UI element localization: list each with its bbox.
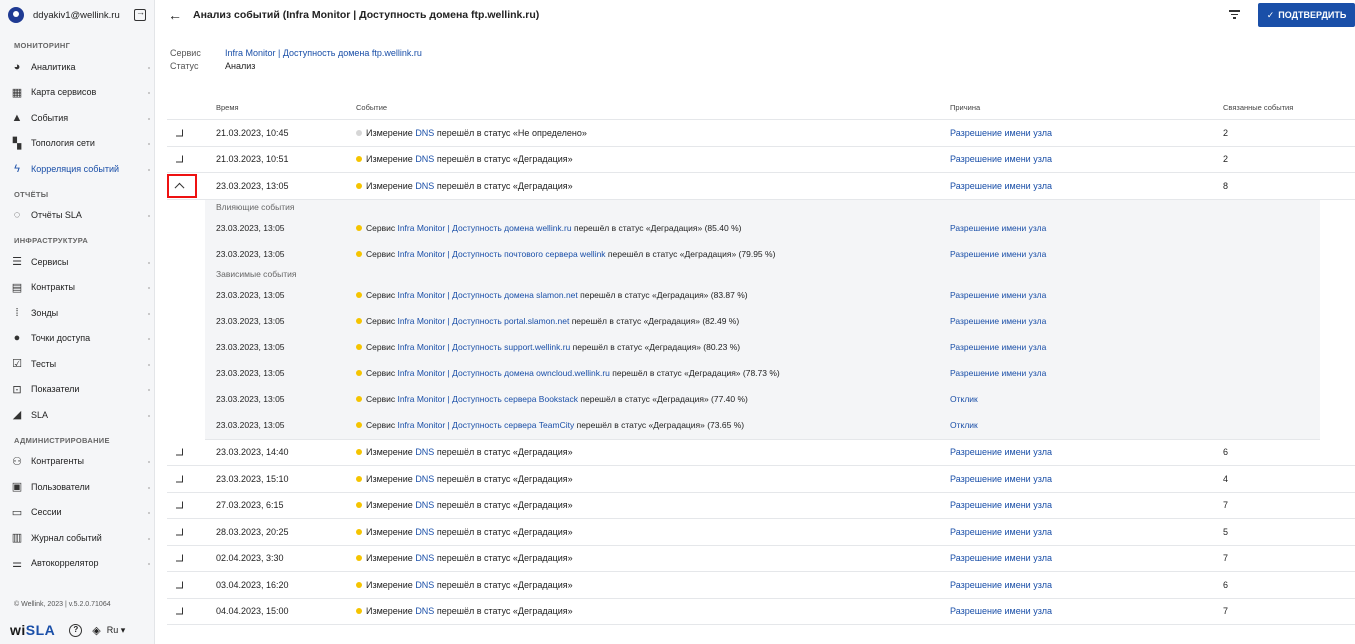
event-description <box>356 553 573 563</box>
sub-event-description <box>356 368 780 378</box>
service-link[interactable]: Infra Monitor | Доступность почтового сервера wellink <box>397 248 606 259</box>
sidebar-item-label: Журнал событий <box>31 532 102 543</box>
sidebar-item-label: Топология сети <box>31 138 95 149</box>
event-suffix: перешёл в статус «Деградация» <box>434 500 573 511</box>
probe-icon: ⁞ <box>15 306 19 319</box>
lightning-icon: ϟ <box>14 162 20 175</box>
table-row[interactable] <box>167 572 1355 599</box>
topology-icon: ▚ <box>12 137 22 150</box>
service-link[interactable]: Infra Monitor | Доступность домена slamon.net <box>397 289 578 300</box>
sub-event-time: 23.03.2023, 13:05 <box>216 341 285 352</box>
document-icon: ▤ <box>11 281 23 294</box>
event-description <box>356 447 573 457</box>
service-link[interactable]: Infra Monitor | Доступность portal.slamon.net <box>397 315 570 326</box>
filter-icon[interactable] <box>1229 10 1240 19</box>
event-suffix: перешёл в статус «Деградация» <box>434 553 573 564</box>
event-link[interactable]: DNS <box>415 553 435 564</box>
sub-event-prefix: Сервис <box>366 222 398 233</box>
header-time: Время <box>216 103 239 112</box>
table-row[interactable] <box>167 546 1355 573</box>
reason-link[interactable]: Разрешение имени узла <box>950 127 1052 138</box>
reason-link[interactable]: Разрешение имени узла <box>950 526 1052 537</box>
event-suffix: перешёл в статус «Деградация» <box>434 526 573 537</box>
metrics-icon: ⊡ <box>12 383 22 396</box>
event-description <box>356 181 573 191</box>
status-dot-icon <box>356 344 362 350</box>
sidebar-item[interactable] <box>0 54 154 80</box>
sidebar-item-label: SLA <box>31 409 49 420</box>
sidebar-item-label: Пользователи <box>31 481 90 492</box>
sub-event-prefix: Сервис <box>366 341 398 352</box>
event-link[interactable]: DNS <box>415 127 435 138</box>
status-dot-icon <box>356 292 362 298</box>
event-suffix: перешёл в статус «Деградация» <box>434 154 573 165</box>
logout-icon[interactable] <box>134 9 146 21</box>
main-area <box>156 0 1355 644</box>
sub-event-description <box>356 420 744 430</box>
status-dot-icon <box>356 251 362 257</box>
sub-event-time: 23.03.2023, 13:05 <box>216 248 285 259</box>
status-dot-icon <box>356 608 362 614</box>
logo <box>10 622 55 638</box>
access-point-icon: ● <box>13 332 21 345</box>
related-count: 2 <box>1223 154 1229 165</box>
event-description <box>356 580 573 590</box>
sub-event-suffix: перешёл в статус «Деградация» (82.49 %) <box>569 315 740 326</box>
related-count: 7 <box>1223 553 1229 564</box>
highlight-box <box>167 174 197 198</box>
sub-event-row <box>205 334 1320 360</box>
sub-event-time: 23.03.2023, 13:05 <box>216 222 285 233</box>
sidebar-item-label: Сервисы <box>31 256 69 267</box>
sidebar-item-label: Автокоррелятор <box>31 558 99 569</box>
event-description <box>356 527 573 537</box>
section-title: АДМИНИСТРИРОВАНИЕ <box>14 435 110 445</box>
event-link[interactable]: DNS <box>415 579 435 590</box>
sidebar-item[interactable] <box>0 474 154 500</box>
table-body <box>167 120 1355 625</box>
sub-event-suffix: перешёл в статус «Деградация» (83.87 %) <box>577 289 748 300</box>
status-dot-icon <box>356 370 362 376</box>
sub-reason-link[interactable]: Отклик <box>950 419 978 430</box>
table-row[interactable] <box>167 466 1355 493</box>
event-description <box>356 128 587 138</box>
sub-event-prefix: Сервис <box>366 289 398 300</box>
sla-gauge-icon: ◢ <box>12 409 22 422</box>
chevron-down-icon[interactable] <box>176 555 183 562</box>
section-title: МОНИТОРИНГ <box>14 41 71 50</box>
status-dot-icon <box>356 555 362 561</box>
section-title: ОТЧЁТЫ <box>14 189 49 199</box>
service-link[interactable]: Infra Monitor | Доступность домена wellink.ru <box>397 222 572 233</box>
event-suffix: перешёл в статус «Деградация» <box>434 473 573 484</box>
sub-event-row <box>205 360 1320 386</box>
event-suffix: перешёл в статус «Не определено» <box>434 127 587 138</box>
event-prefix: Измерение <box>366 526 416 537</box>
event-prefix: Измерение <box>366 127 416 138</box>
service-link[interactable]: Infra Monitor | Доступность сервера Bookstack <box>397 393 579 404</box>
sidebar-item-label: Контрагенты <box>31 456 85 467</box>
sidebar-item[interactable] <box>0 300 154 326</box>
event-description <box>356 500 573 510</box>
sub-event-time: 23.03.2023, 13:05 <box>216 419 285 430</box>
user-email: ddyakiv1@wellink.ru <box>33 9 120 21</box>
status-dot-icon <box>356 396 362 402</box>
table-row[interactable] <box>167 519 1355 546</box>
service-link[interactable]: Infra Monitor | Доступность домена owncloud.wellink.ru <box>397 367 610 378</box>
event-prefix: Измерение <box>366 606 416 617</box>
related-count: 4 <box>1223 473 1229 484</box>
sidebar-item-label: События <box>31 112 69 123</box>
event-description <box>356 154 573 164</box>
checkbox-icon: ☑ <box>12 358 22 371</box>
sub-reason-link[interactable]: Разрешение имени узла <box>950 315 1047 326</box>
sidebar-item[interactable] <box>0 156 154 182</box>
chevron-down-icon[interactable] <box>176 608 183 615</box>
sidebar-item[interactable] <box>0 105 154 131</box>
event-prefix: Измерение <box>366 180 416 191</box>
sidebar-item-label: Отчёты SLA <box>31 210 82 221</box>
sub-event-prefix: Сервис <box>366 315 398 326</box>
status-dot-icon <box>356 476 362 482</box>
sidebar-item[interactable] <box>0 402 154 428</box>
sub-reason-link[interactable]: Разрешение имени узла <box>950 289 1047 300</box>
sidebar <box>0 0 155 644</box>
check-icon: ✓ <box>1266 9 1275 20</box>
sidebar-item[interactable] <box>0 203 154 229</box>
list-icon: ☰ <box>12 256 22 269</box>
sidebar-item-label: Тесты <box>31 358 57 369</box>
status-value: Анализ <box>225 61 256 71</box>
confirm-button-label: ПОДТВЕРДИТЬ <box>1278 10 1347 20</box>
avatar[interactable] <box>8 7 24 23</box>
chevron-down-icon[interactable] <box>176 156 183 163</box>
table-row[interactable] <box>167 147 1355 174</box>
sub-event-description <box>356 394 748 404</box>
language-select[interactable]: Ru ▾ <box>106 624 126 635</box>
sub-event-prefix: Сервис <box>366 419 398 430</box>
sub-reason-link[interactable]: Разрешение имени узла <box>950 341 1047 352</box>
table-row[interactable] <box>167 120 1355 147</box>
table-row[interactable] <box>167 440 1355 467</box>
event-time: 04.04.2023, 15:00 <box>216 606 289 617</box>
sidebar-item[interactable] <box>0 449 154 475</box>
people-icon: ⚇ <box>12 455 22 468</box>
dependent-title: Зависимые события <box>216 268 297 279</box>
sub-event-suffix: перешёл в статус «Деградация» (78.73 %) <box>609 367 780 378</box>
event-link[interactable]: DNS <box>415 500 435 511</box>
sidebar-item[interactable] <box>0 525 154 551</box>
header-related: Связанные события <box>1223 103 1294 112</box>
sub-event-suffix: перешёл в статус «Деградация» (77.40 %) <box>578 393 748 404</box>
journal-icon: ▥ <box>11 532 23 545</box>
sub-event-description <box>356 342 740 352</box>
section-title: ИНФРАСТРУКТУРА <box>14 236 89 245</box>
status-dot-icon <box>356 529 362 535</box>
version-text: © Wellink, 2023 | v.5.2.0.71064 <box>14 601 111 608</box>
event-prefix: Измерение <box>366 553 416 564</box>
event-time: 02.04.2023, 3:30 <box>216 553 284 564</box>
meta-info <box>170 48 422 74</box>
user-card-icon: ▣ <box>11 481 23 494</box>
chevron-down-icon[interactable] <box>176 475 183 482</box>
help-icon[interactable]: ? <box>69 624 82 637</box>
related-count: 5 <box>1223 526 1229 537</box>
sub-event-prefix: Сервис <box>366 367 398 378</box>
event-link[interactable]: DNS <box>415 447 435 458</box>
sub-event-row <box>205 215 1320 241</box>
sidebar-item-label: Зонды <box>31 307 59 318</box>
warning-icon: ▲ <box>11 111 23 124</box>
event-link[interactable]: DNS <box>415 606 435 617</box>
topbar <box>156 0 1355 30</box>
event-link[interactable]: DNS <box>415 180 435 191</box>
event-suffix: перешёл в статус «Деградация» <box>434 447 573 458</box>
report-ring-icon: ◌ <box>13 209 21 222</box>
event-prefix: Измерение <box>366 473 416 484</box>
reason-link[interactable]: Разрешение имени узла <box>950 180 1052 191</box>
sidebar-item[interactable] <box>0 275 154 301</box>
sidebar-item-label: Точки доступа <box>31 333 91 344</box>
related-count: 6 <box>1223 447 1229 458</box>
reason-link[interactable]: Разрешение имени узла <box>950 500 1052 511</box>
status-dot-icon <box>356 502 362 508</box>
logo-main: wi <box>10 622 26 638</box>
chevron-down-icon[interactable] <box>176 502 183 509</box>
sidebar-item-label: Аналитика <box>31 61 76 72</box>
status-dot-icon <box>356 225 362 231</box>
event-prefix: Измерение <box>366 500 416 511</box>
sub-event-description <box>356 290 748 300</box>
sub-event-row <box>205 412 1320 438</box>
event-description <box>356 606 573 616</box>
status-label: Статус <box>170 61 199 71</box>
sub-reason-link[interactable]: Разрешение имени узла <box>950 222 1047 233</box>
table-row[interactable] <box>167 173 1355 200</box>
chevron-down-icon[interactable] <box>176 449 183 456</box>
sub-event-row <box>205 241 1320 267</box>
sub-event-row <box>205 282 1320 308</box>
sub-event-suffix: перешёл в статус «Деградация» (85.40 %) <box>571 222 742 233</box>
event-link[interactable]: DNS <box>415 154 435 165</box>
session-icon: ▭ <box>11 506 23 519</box>
sidebar-item-label: Показатели <box>31 384 80 395</box>
pie-chart-icon: ◕ <box>13 60 21 73</box>
related-count: 2 <box>1223 127 1229 138</box>
service-link[interactable]: Infra Monitor | Доступность домена ftp.wellink.ru <box>225 48 422 58</box>
related-count: 7 <box>1223 500 1229 511</box>
event-time: 21.03.2023, 10:51 <box>216 154 289 165</box>
sub-event-row <box>205 386 1320 412</box>
reason-link[interactable]: Разрешение имени узла <box>950 154 1052 165</box>
event-link[interactable]: DNS <box>415 526 435 537</box>
user-row <box>0 0 154 30</box>
sub-reason-link[interactable]: Отклик <box>950 393 978 404</box>
sub-event-time: 23.03.2023, 13:05 <box>216 315 285 326</box>
sidebar-item-label: Сессии <box>31 507 62 518</box>
status-dot-icon <box>356 156 362 162</box>
status-dot-icon <box>356 422 362 428</box>
event-time: 21.03.2023, 10:45 <box>216 127 289 138</box>
sidebar-nav <box>0 38 154 576</box>
status-dot-icon <box>356 318 362 324</box>
chevron-down-icon[interactable] <box>176 528 183 535</box>
sidebar-item[interactable] <box>0 551 154 577</box>
event-suffix: перешёл в статус «Деградация» <box>434 180 573 191</box>
event-time: 23.03.2023, 15:10 <box>216 473 289 484</box>
service-link[interactable]: Infra Monitor | Доступность сервера TeamCity <box>397 419 575 430</box>
reason-link[interactable]: Разрешение имени узла <box>950 553 1052 564</box>
status-dot-icon <box>356 582 362 588</box>
event-prefix: Измерение <box>366 579 416 590</box>
sub-event-suffix: перешёл в статус «Деградация» (73.65 %) <box>574 419 745 430</box>
sidebar-item[interactable] <box>0 249 154 275</box>
event-prefix: Измерение <box>366 447 416 458</box>
sidebar-item-label: Корреляция событий <box>31 163 120 174</box>
back-arrow-icon[interactable]: ← <box>168 7 182 23</box>
sidebar-item-label: Контракты <box>31 282 75 293</box>
status-dot-icon <box>356 183 362 189</box>
status-dot-icon <box>356 130 362 136</box>
reason-link[interactable]: Разрешение имени узла <box>950 579 1052 590</box>
logo-sub: SLA <box>25 622 56 638</box>
sidebar-item-label: Карта сервисов <box>31 87 97 98</box>
event-prefix: Измерение <box>366 154 416 165</box>
theme-icon[interactable]: ◈ <box>92 624 101 637</box>
sub-event-suffix: перешёл в статус «Деградация» (79.95 %) <box>605 248 776 259</box>
sub-event-time: 23.03.2023, 13:05 <box>216 289 285 300</box>
sub-event-row <box>205 308 1320 334</box>
chevron-down-icon[interactable] <box>176 581 183 588</box>
confirm-button[interactable] <box>1258 3 1355 27</box>
service-label: Сервис <box>170 48 201 58</box>
related-count: 6 <box>1223 579 1229 590</box>
expanded-details <box>205 200 1320 440</box>
chevron-down-icon[interactable] <box>176 129 183 136</box>
events-table <box>167 96 1355 625</box>
sub-event-description <box>356 316 739 326</box>
sidebar-item[interactable] <box>0 377 154 403</box>
sidebar-item[interactable] <box>0 351 154 377</box>
sub-event-suffix: перешёл в статус «Деградация» (80.23 %) <box>570 341 741 352</box>
table-row[interactable] <box>167 599 1355 626</box>
sub-event-time: 23.03.2023, 13:05 <box>216 367 285 378</box>
sub-event-prefix: Сервис <box>366 248 398 259</box>
sidebar-item[interactable] <box>0 131 154 157</box>
page-title: Анализ событий (Infra Monitor | Доступность домена ftp.wellink.ru) <box>193 9 540 21</box>
header-event: Событие <box>356 103 388 112</box>
sidebar-item[interactable] <box>0 326 154 352</box>
sub-event-prefix: Сервис <box>366 393 398 404</box>
table-row[interactable] <box>167 493 1355 520</box>
service-link[interactable]: Infra Monitor | Доступность support.wellink.ru <box>397 341 571 352</box>
influencing-title: Влияющие события <box>216 201 295 212</box>
sidebar-footer <box>0 594 155 644</box>
event-time: 03.04.2023, 16:20 <box>216 579 289 590</box>
sub-event-description <box>356 223 741 233</box>
sidebar-item[interactable] <box>0 500 154 526</box>
event-time: 27.03.2023, 6:15 <box>216 500 284 511</box>
sub-reason-link[interactable]: Разрешение имени узла <box>950 367 1047 378</box>
status-dot-icon <box>356 449 362 455</box>
brand-row <box>0 616 155 644</box>
sidebar-item[interactable] <box>0 80 154 106</box>
sub-event-description <box>356 249 775 259</box>
event-time: 23.03.2023, 14:40 <box>216 447 289 458</box>
table-header <box>167 96 1355 120</box>
sub-event-time: 23.03.2023, 13:05 <box>216 393 285 404</box>
reason-link[interactable]: Разрешение имени узла <box>950 447 1052 458</box>
sub-reason-link[interactable]: Разрешение имени узла <box>950 248 1047 259</box>
header-reason: Причина <box>950 103 981 112</box>
reason-link[interactable]: Разрешение имени узла <box>950 473 1052 484</box>
related-count: 7 <box>1223 606 1229 617</box>
related-count: 8 <box>1223 180 1229 191</box>
sliders-icon: ⚌ <box>12 557 22 570</box>
event-description <box>356 474 573 484</box>
event-time: 23.03.2023, 13:05 <box>216 180 289 191</box>
event-link[interactable]: DNS <box>415 473 435 484</box>
event-time: 28.03.2023, 20:25 <box>216 526 289 537</box>
event-suffix: перешёл в статус «Деградация» <box>434 579 573 590</box>
reason-link[interactable]: Разрешение имени узла <box>950 606 1052 617</box>
event-suffix: перешёл в статус «Деградация» <box>434 606 573 617</box>
map-icon: ▦ <box>11 86 23 99</box>
